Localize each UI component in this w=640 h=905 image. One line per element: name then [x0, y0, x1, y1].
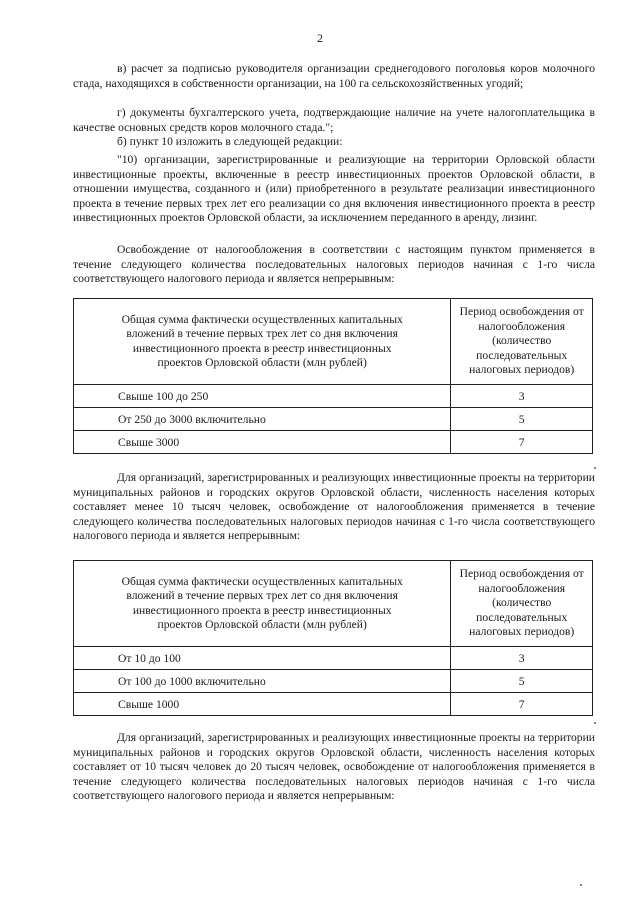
- row-range: От 250 до 3000 включительно: [74, 408, 451, 431]
- row-range: От 10 до 100: [74, 647, 451, 670]
- page-number: 2: [317, 31, 323, 45]
- row-periods: 5: [451, 408, 593, 431]
- paragraph-exemption-intro: Освобождение от налогообложения в соответствии с настоящим пунктом применяется в течение следующего количества последовательных налоговых периодов начиная с 1-го числа соответствующего налогового периода и является непрерывным:: [73, 243, 595, 286]
- row-periods: 7: [451, 693, 593, 716]
- table-row: [74, 647, 593, 670]
- paragraph-10k-20k: Для организаций, зарегистрированных и реализующих инвестиционные проекты на территории муниципальных районов и городских округов Орловской области, численность населения которых составляет от 10 тысяч человек до 20 тысяч человек, освобождение от налогообложения применяется в течение следующего количества последовательных налоговых периодов начиная с 1-го числа соответствующего налогового периода и является непрерывным:: [73, 731, 595, 803]
- row-periods: 3: [451, 385, 593, 408]
- table-row: [74, 670, 593, 693]
- row-periods: 3: [451, 647, 593, 670]
- paragraph-item10-text: "10) организации, зарегистрированные и реализующие на территории Орловской области инвестиционные проекты, включенные в реестр инвестиционных проектов Орловской области, в отношении имущества, созданного и (или) приобретенного в результате реализации инвестиционного проекта в течение первых трех лет его реализации со дня включения инвестиционного проекта в реестр инвестиционных проектов Орловской области, за исключением переданного в аренду, лизинг.: [73, 153, 595, 225]
- row-range: Свыше 3000: [74, 431, 451, 454]
- exemption-table-1: [73, 298, 593, 454]
- row-periods: 7: [451, 431, 593, 454]
- paragraph-under-10k: Для организаций, зарегистрированных и реализующих инвестиционные проекты на территории муниципальных районов и городских округов Орловской области, численность населения которых составляет менее 10 тысяч человек, освобождение от налогообложения применяется в течение следующего количества последовательных налоговых периодов начиная с 1-го числа соответствующего налогового периода и является непрерывным:: [73, 471, 595, 543]
- row-range: Свыше 100 до 250: [74, 385, 451, 408]
- exemption-table-2: [73, 560, 593, 716]
- header-investment-sum: Общая сумма фактически осуществленных капитальных вложений в течение первых трех лет со дня включения инвестиционного проекта в реестр инвестиционных проектов Орловской области (млн рублей): [74, 561, 451, 647]
- header-exemption-period: Период освобождения от налогообложения (количество последовательных налоговых периодов): [451, 561, 593, 647]
- row-range: От 100 до 1000 включительно: [74, 670, 451, 693]
- scan-speck: [594, 467, 596, 469]
- header-investment-sum: Общая сумма фактически осуществленных капитальных вложений в течение первых трех лет со дня включения инвестиционного проекта в реестр инвестиционных проектов Орловской области (млн рублей): [74, 299, 451, 385]
- row-periods: 5: [451, 670, 593, 693]
- table-header-row: [74, 561, 593, 647]
- row-range: Свыше 1000: [74, 693, 451, 716]
- table-row: [74, 385, 593, 408]
- scan-speck: [594, 722, 596, 724]
- paragraph-g-documents: г) документы бухгалтерского учета, подтверждающие наличие на учете налогоплательщика в качестве основных средств коров молочного стада.";: [73, 106, 595, 134]
- header-exemption-period: Период освобождения от налогообложения (количество последовательных налоговых периодов): [451, 299, 593, 385]
- table-row: [74, 431, 593, 454]
- paragraph-v-calculation: в) расчет за подписью руководителя организации среднегодового поголовья коров молочного стада, находящихся в собственности организации, на 100 га сельскохозяйственных угодий;: [73, 62, 595, 90]
- scan-speck: [580, 884, 582, 886]
- table-header-row: [74, 299, 593, 385]
- paragraph-b-item10: б) пункт 10 изложить в следующей редакции:: [117, 135, 343, 148]
- table-row: [74, 408, 593, 431]
- table-row: [74, 693, 593, 716]
